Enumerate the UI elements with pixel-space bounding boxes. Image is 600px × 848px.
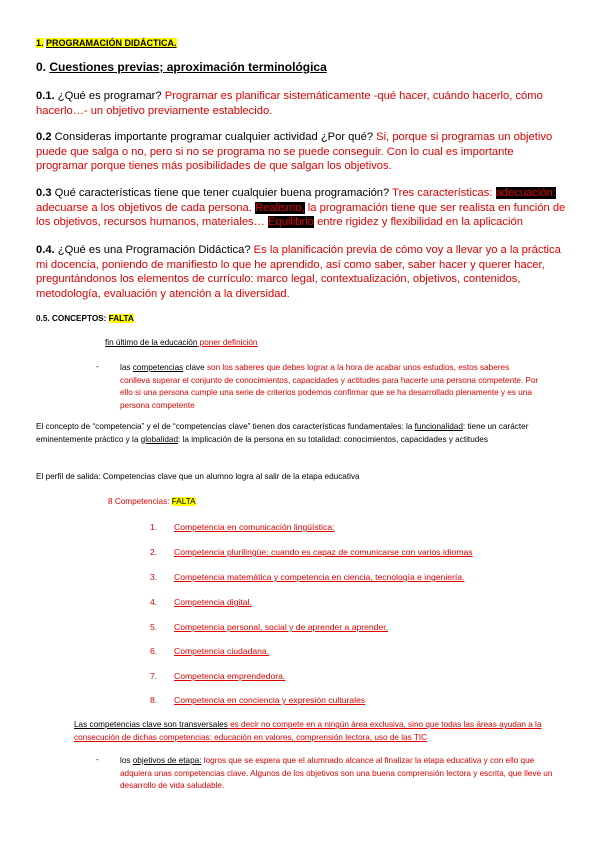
answer-text-b: adecuarse a los objetivos de cada persona. [36, 201, 252, 214]
objetivos-etapa-definition [120, 755, 566, 793]
item-text: Competencia digital. [174, 597, 252, 607]
question-0-1 [36, 89, 566, 118]
item-text: Competencia personal, social y de aprender a aprender. [174, 622, 389, 632]
concepto-text-a: El concepto de “competencia” y el de “competencias clave” tienen dos características fundamentales: la [36, 422, 415, 431]
heading-number: 1. [36, 38, 44, 48]
highlight-adecuacion: adecuación: [495, 187, 556, 199]
concepto-competencia-paragraph [36, 421, 566, 446]
question-number: 0.3 [36, 187, 52, 199]
bullet-dash: - [96, 755, 99, 764]
ocho-competencias-heading [108, 496, 196, 509]
term-funcionalidad: funcionalidad [414, 422, 463, 431]
question-text: Consideras importante programar cualquier actividad ¿Por qué? [51, 131, 374, 143]
question-0-2 [36, 130, 566, 174]
competencia-item-5 [150, 622, 388, 632]
falta-badge: FALTA [171, 497, 196, 506]
item-number: 8. [150, 695, 158, 705]
item-text: Competencia ciudadana. [174, 646, 270, 656]
heading-text: Cuestiones previas; aproximación terminológica [49, 60, 327, 74]
bullet-pre: las [120, 363, 133, 372]
question-number: 0.2 [36, 131, 52, 143]
question-0-4 [36, 243, 566, 301]
item-text: Competencia en comunicación lingüística: [174, 522, 335, 532]
transversales-explanation: es decir no compete en a ningún área exclusiva, sino que todas las áreas ayudan a la consecución de dichas competencias: educación en valores, comprensión lectora, uso de las TIC [74, 720, 542, 742]
concepto-text-b: : tiene un carácter eminentemente práctico y la [36, 422, 529, 444]
question-text: Qué características tiene que tener cualquier buena programación? [51, 187, 390, 199]
competencias-clave-definition [120, 362, 540, 412]
highlight-realismo: Realismo, [254, 201, 305, 214]
concepto-text-c: : la implicación de la persona en su totalidad: conocimientos, capacidades y actitudes [178, 434, 488, 444]
heading-cuestiones-previas [36, 60, 327, 74]
bullet-pre: los [120, 756, 133, 765]
item-number: 2. [150, 547, 158, 557]
transversales-paragraph [74, 719, 566, 744]
bullet-answer: logros que se espera que el alumnado alcance al finalizar la etapa educativa y con ello que adquiera unas competencias clave. Algunos de los objetivos son una buena comprensión lectora y escrita, que lleve un desarrollo de vida saludable. [120, 756, 553, 791]
falta-badge: FALTA [108, 314, 134, 323]
bullet-term: competencias [132, 363, 184, 372]
transversales-statement: Las competencias clave son transversales [74, 720, 228, 729]
heading-text: PROGRAMACIÓN DIDÁCTICA. [46, 38, 177, 48]
competencia-item-7 [150, 671, 285, 681]
item-number: 7. [150, 671, 158, 681]
competencia-item-6 [150, 646, 269, 656]
question-number: 0.1. [36, 90, 55, 102]
ocho-label: 8 Competencias: [108, 497, 170, 506]
item-text: Competencia emprendedora. [174, 671, 286, 681]
bullet-dash: - [96, 362, 99, 371]
competencia-item-2 [150, 547, 473, 557]
competencia-item-1 [150, 522, 335, 532]
answer-text-d: entre rigidez y flexibilidad en la aplicación [313, 216, 523, 228]
competencia-item-4 [150, 597, 252, 607]
competencia-item-3 [150, 572, 464, 582]
fin-ultimo-todo: poner definición [197, 338, 258, 347]
question-text: ¿Qué es programar? [54, 90, 162, 102]
answer-text-a: Tres características: [389, 187, 493, 199]
heading-programacion-didactica [36, 38, 177, 48]
highlight-equilibrio: Equilibrio [267, 216, 314, 228]
answer-text: Es la planificación previa de cómo voy a llevar yo a la práctica mi docencia, poniendo de manifiesto lo que he aprendido, así como saber, saber hacer y querer hacer, preguntándonos los elementos de currículo: marco legal, contextualización, objetivos, contenidos, metodología, evaluación y atención a la diversidad. [36, 244, 561, 300]
item-number: 1. [150, 522, 158, 532]
item-text: Competencia plurilingüe: cuando es capaz de comunicarse con varios idiomas [174, 547, 473, 557]
item-number: 5. [150, 622, 158, 632]
perfil-salida-line: El perfil de salida: Competencias clave que un alumno logra al salir de la etapa educativa [36, 472, 360, 481]
heading-number: 0. [36, 60, 47, 74]
item-text: Competencia en conciencia y expresión culturales [174, 695, 366, 705]
conceptos-label: 0.5. CONCEPTOS: [36, 314, 107, 323]
competencia-item-8 [150, 695, 365, 705]
item-number: 3. [150, 572, 158, 582]
fin-ultimo-line [105, 337, 258, 350]
question-number: 0.4. [36, 244, 55, 256]
answer-text-c: la programación tiene que ser realista en función de los objetivos, recursos humanos, materiales… [36, 201, 566, 228]
conceptos-heading [36, 313, 134, 326]
bullet-term: objetivos de etapa: [132, 756, 202, 765]
answer-text: Si, porque si programas un objetivo puede que salga o no, pero si no se programa no se puede conseguir. Con lo cual es importante programar porque tienes más posibilidades de que salgan los objetivos. [36, 131, 553, 172]
item-number: 4. [150, 597, 158, 607]
question-text: ¿Qué es una Programación Didáctica? [54, 244, 251, 256]
item-text: Competencia matemática y competencia en ciencia, tecnología e ingeniería. [174, 572, 465, 582]
question-0-3 [36, 186, 566, 230]
fin-ultimo-text: fin último de la educación [105, 338, 198, 347]
answer-text: Programar es planificar sistemáticamente -qué hacer, cuándo hacerlo, cómo hacerlo…- un objetivo previamente establecido. [36, 90, 543, 117]
bullet-post: clave [183, 363, 205, 372]
item-number: 6. [150, 646, 158, 656]
term-globalidad: globalidad [140, 434, 179, 444]
bullet-answer: son los saberes que debes lograr a la hora de acabar unos estudios, estos saberes conlleva superar el conjunto de conocimientos, capacidades y actitudes para hacerte una persona competente. Por ello si una persona cumple una serie de criterios podemos confirmar que se ha desarrollado plenamente y es una persona competente [120, 363, 539, 410]
